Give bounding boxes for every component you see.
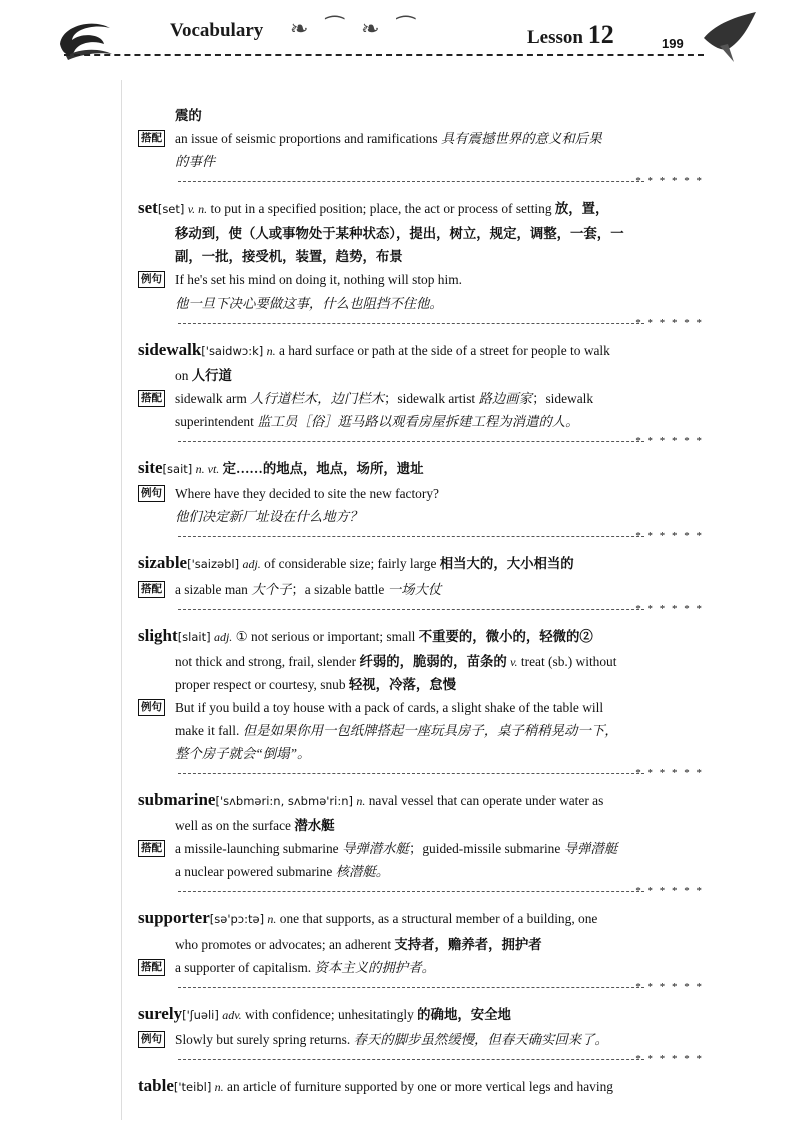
entry-separator: * * * * * * xyxy=(178,318,704,330)
pronunciation: ['saidwɔ:k] xyxy=(201,343,264,358)
header-title: Vocabulary xyxy=(170,20,264,41)
headword: sidewalk xyxy=(138,339,202,359)
entry-separator: * * * * * * xyxy=(178,531,704,543)
entry-separator: * * * * * * xyxy=(178,1054,704,1066)
entry-sidewalk xyxy=(138,335,704,433)
swirl-logo-icon xyxy=(52,14,122,64)
example-en: But if you build a toy house with a pack of cards, a slight shake of the table will xyxy=(175,699,604,715)
headword: sizable xyxy=(138,553,188,573)
collocation-tag: 搭配 xyxy=(138,130,165,147)
page-number: 199 xyxy=(662,36,684,51)
definition-zh: 放，置， xyxy=(554,201,609,217)
pronunciation: [sə'pɔ:tə] xyxy=(209,912,265,927)
headword: submarine xyxy=(138,790,216,810)
example-en: Where have they decided to site the new factory? xyxy=(175,486,439,502)
collocation-zh: 具有震撼世界的意义和后果 xyxy=(440,131,602,147)
part-of-speech: n. xyxy=(356,794,366,809)
example-en: Slowly but surely spring returns. xyxy=(175,1031,354,1047)
definition-zh-line-2: 移动到，使（人或事物处于某种状态），提出，树立，规定，调整，一套，一 xyxy=(175,226,624,242)
pronunciation: ['ʃuəli] xyxy=(182,1007,219,1022)
collocation-block: 搭配 a missile-launching submarine 导弹潜水艇；guided-missile submarine 导弹潜艇 a nuclear powered submarine 核潜艇。 xyxy=(138,837,704,883)
corner-ornament-icon xyxy=(700,8,760,64)
definition-en-continued: on xyxy=(175,367,192,383)
definition-zh-line-3: 副，一批，接受机，装置，趋势，布景 xyxy=(175,249,403,265)
entry-separator: * * * * * * xyxy=(178,982,704,994)
entry-separator: * * * * * * xyxy=(178,176,704,188)
headword: supporter xyxy=(138,908,210,928)
header-decoration-icon: ❧ ⁀ ❧ ⁀ xyxy=(290,16,421,41)
pronunciation: [slait] xyxy=(177,629,211,644)
part-of-speech: v. n. xyxy=(187,202,208,217)
collocation-block xyxy=(138,127,704,173)
definition-zh: 相当大的，大小相当的 xyxy=(439,556,574,572)
entry-submarine: submarine['sʌbməri:n, sʌbmə'ri:n] n. naval vessel that can operate under water as well as on the surface 潜水艇 搭配 a missile-launching submarine 导弹潜水艇；guided-missile submarine 导弹潜艇 a nuclear powered submarine 核潜艇。 xyxy=(138,785,704,883)
lesson-label: Lesson xyxy=(527,27,583,48)
headword: set xyxy=(138,198,158,218)
collocation-zh-continued: 的事件 xyxy=(175,154,216,170)
entry-separator: * * * * * * xyxy=(178,604,704,616)
entry-supporter: supporter[sə'pɔ:tə] n. one that supports, as a structural member of a building, one who promotes or advocates; an adherent 支持者，赡养者，拥护者 搭配 a supporter of capitalism. 资本主义的拥护者。 xyxy=(138,903,704,978)
entry-seismic-continued xyxy=(138,104,704,173)
definition-en: with confidence; unhesitatingly xyxy=(241,1006,418,1022)
entry-separator: * * * * * * xyxy=(178,886,704,898)
pronunciation: [set] xyxy=(157,202,185,217)
pronunciation: ['teibl] xyxy=(173,1080,212,1094)
part-of-speech: adj. xyxy=(242,557,261,572)
entry-separator: * * * * * * xyxy=(178,768,704,780)
pronunciation: ['sʌbməri:n, sʌbmə'ri:n] xyxy=(215,794,353,809)
headword: table xyxy=(138,1076,174,1095)
entry-table xyxy=(138,1071,704,1100)
header-lesson xyxy=(527,20,614,50)
part-of-speech: n. vt. xyxy=(195,461,220,476)
page-margin-line xyxy=(121,80,122,1120)
example-block: 例句 But if you build a toy house with a pack of cards, a slight shake of the table will make it fall. 但是如果你用一包纸牌搭起一座玩具房子，桌子稍稍晃动一下， 整个房子就会“倒塌”。 xyxy=(138,696,704,765)
definition-zh: 的确地，安全地 xyxy=(417,1006,511,1022)
header-dashed-rule xyxy=(64,54,704,56)
collocation-en: an issue of seismic proportions and ramifications xyxy=(175,131,441,147)
collocation-tag: 搭配 xyxy=(138,959,165,976)
example-block xyxy=(138,1028,704,1051)
example-en: If he's set his mind on doing it, nothing will stop him. xyxy=(175,272,462,288)
entry-site xyxy=(138,453,704,528)
entry-separator: * * * * * * xyxy=(178,436,704,448)
example-zh: 春天的脚步虽然缓慢，但春天确实回来了。 xyxy=(353,1031,608,1047)
page-header xyxy=(0,0,800,70)
definition-continued: 震的 xyxy=(175,108,202,123)
definition-en: a hard surface or path at the side of a street for people to walk xyxy=(275,342,610,358)
part-of-speech: n. xyxy=(214,1080,224,1094)
headword: site xyxy=(138,457,163,477)
entry-set xyxy=(138,193,704,314)
definition-zh: 人行道 xyxy=(191,367,232,383)
part-of-speech: adv. xyxy=(222,1007,242,1022)
collocation-block: 搭配 sidewalk arm 人行道栏木，边门栏木；sidewalk artist 路边画家；sidewalk superintendent 监工员［俗］逛马路以观看房屋拆建工程为消遣的人。 xyxy=(138,387,704,433)
definition-en: one that supports, as a structural member of a building, one xyxy=(276,911,598,927)
definition-zh: 定……的地点，地点，场所，遗址 xyxy=(219,460,424,476)
example-tag: 例句 xyxy=(138,1031,165,1048)
part-of-speech: n. xyxy=(266,343,276,358)
entry-sizable xyxy=(138,548,704,600)
entry-surely xyxy=(138,999,704,1051)
collocation-tag: 搭配 xyxy=(138,390,165,407)
definition-en: of considerable size; fairly large xyxy=(260,556,440,572)
example-block xyxy=(138,482,704,528)
example-tag: 例句 xyxy=(138,271,165,288)
lesson-number: 12 xyxy=(587,20,614,49)
pronunciation: ['saizəbl] xyxy=(187,557,240,572)
entry-list xyxy=(138,104,704,1100)
entry-slight: slight[slait] adj. ① not serious or important; small 不重要的，微小的，轻微的② not thick and strong, frail, slender 纤弱的，脆弱的，苗条的 v. treat (sb.) without proper respect or courtesy, snub 轻视，冷落，怠慢 例句 But if you build a toy house with a pack of cards, a slight shake of the table will make it fall. 但是如果你用一包纸牌搭起一座玩具房子，桌子稍稍晃动一下， 整个房子就会“倒塌”。 xyxy=(138,621,704,765)
collocation-block: 搭配 a supporter of capitalism. 资本主义的拥护者。 xyxy=(138,956,704,979)
example-zh: 他一旦下决心要做这事，什么也阻挡不住他。 xyxy=(175,295,443,311)
example-zh: 他们决定新厂址设在什么地方？ xyxy=(175,509,363,525)
part-of-speech: adj. xyxy=(213,629,233,644)
headword: surely xyxy=(138,1003,183,1023)
example-tag: 例句 xyxy=(138,699,165,716)
definition-en: an article of furniture supported by one or more vertical legs and having xyxy=(223,1079,613,1094)
pronunciation: [sait] xyxy=(162,461,193,476)
example-tag: 例句 xyxy=(138,485,165,502)
collocation-tag: 搭配 xyxy=(138,840,165,857)
headword: slight xyxy=(138,625,178,645)
example-block xyxy=(138,268,704,314)
collocation-tag: 搭配 xyxy=(138,581,165,598)
collocation-block: 搭配 a sizable man 大个子；a sizable battle 一场大仗 xyxy=(138,578,704,601)
definition-en: naval vessel that can operate under water as xyxy=(365,793,604,809)
part-of-speech: n. xyxy=(267,912,277,927)
definition-en: to put in a specified position; place, the act or process of setting xyxy=(207,201,555,217)
